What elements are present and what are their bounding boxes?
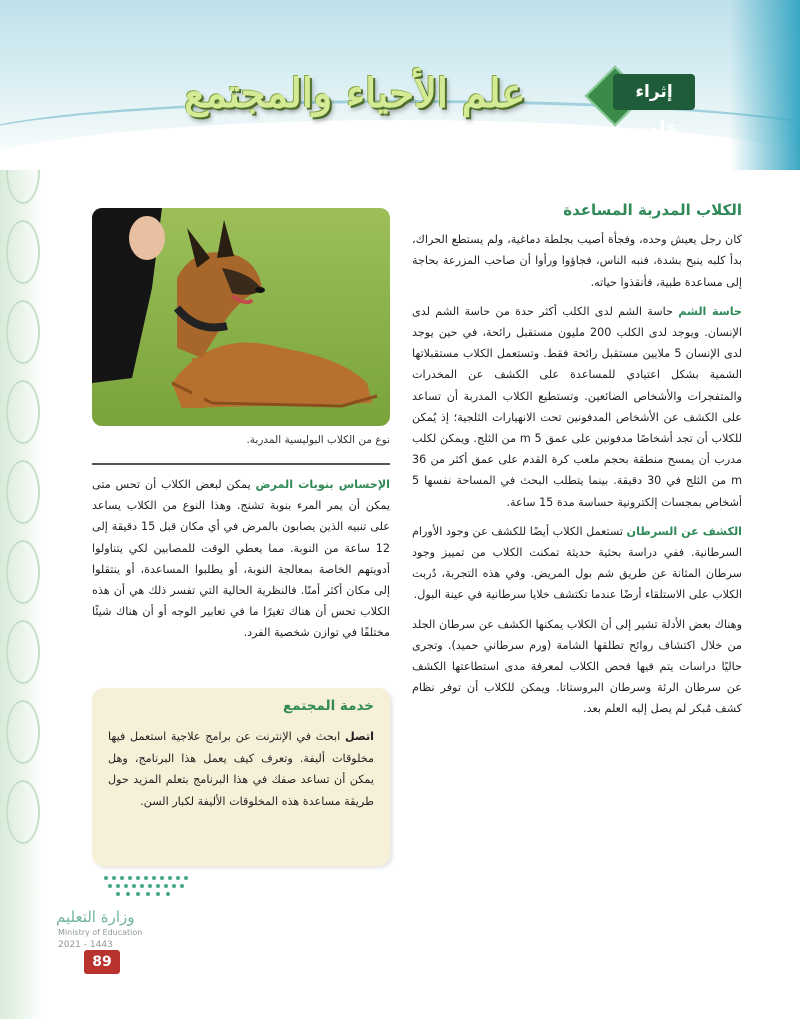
intro-paragraph: كان رجل يعيش وحده، وفجأة أصيب بجلطة دماغية، ولم يستطع الحراك، بدأ كلبه ينبح بشدة، فنبه الناس، فجاؤوا ورأوا أن صاحب المزرعة بحاجة إلى مساعدة طبية، فأنقذوا حياته. [412, 233, 742, 289]
page-number: 89 [84, 950, 120, 974]
dna-ornament [6, 460, 40, 524]
dna-ornament [6, 220, 40, 284]
smell-text: حاسة الشم لدى الكلب أكثر حدة من حاسة الشم لدى الإنسان. ويوجد لدى الكلب 200 مليون مستقبل رائحة، في حين يوجد لدى الإنسان 5 ملايين مستقبل رائحة فقط. وتستعمل الكلاب مستقبلاتها الشمية بشكل اعتيادي للمساعدة على الكشف عن المخدرات والمتفجرات والأشخاص الضائعين. وتستطيع الكلاب المدربة أن تساعد على الكشف عن الأشخاص المدفونين تحت الانهيارات الثلجية؛ إذ يُمكن للكلاب أن تجد أشخاصًا مدفونين على عمق 5 m من الثلج. ويمكن لكلب مدرب أن يمسح منطقة بحجم ملعب كرة القدم على عمق أكثر من 36 m من الثلج في 30 دقيقة. بينما يتطلب البحث في المساحة نفسها 5 أشخاص بمجسات إلكترونية حساسة مدة 15 ساعة. [412, 304, 743, 509]
community-service-box [92, 688, 390, 866]
section-title: الكلاب المدربة المساعدة [563, 201, 742, 219]
ministry-name-ar: وزارة التعليم [56, 908, 135, 926]
disease-text: يمكن لبعض الكلاب أن تحس متى يمكن أن يمر المرء بنوبة تشنج. وهذا النوع من الكلاب يساعد على تنبيه الذين يصابون بالمرض في أي مكان قبل 15 دقيقة إلى 12 ساعة من النوبة. مما يعطي الوقت للمصابين لكي يتناولوا أدويتهم الخاصة بمعالجة النوبة، أو يطلبوا المساعدة، أو ينتقلوا إلى مكان أكثر أمنًا. فالنظرية الحالية التي تفسر ذلك هي أن هذه الكلاب تحس أن هناك تغيرًا ما في تعابير الوجه أو أن هناك شيئًا مختلفًا في توازن شخصية الفرد. [92, 478, 390, 640]
service-title: خدمة المجتمع [282, 698, 374, 714]
enrichment-badge [585, 66, 695, 138]
service-lead: اتصل [344, 730, 375, 743]
cancer-text: تستعمل الكلاب أيضًا للكشف عن وجود الأورام السرطانية. ففي دراسة بحثية حديثة تمكنت الكلاب من تمييز وجود سرطان المثانة عن طريق شم بول المريض. وفي هذه التجربة، دُربت الكلاب على الاستلقاء أرضًا عندما تكتشف خلايا سرطانية في عينة البول. [412, 524, 742, 602]
dna-ornament [6, 300, 40, 364]
cancer-paragraph [412, 521, 742, 606]
disease-keyword: الإحساس بنوبات المرض [255, 478, 390, 491]
section-divider [92, 463, 390, 465]
evidence-paragraph: وهناك بعض الأدلة تشير إلى أن الكلاب يمكنها الكشف عن سرطان الجلد من خلال اكتشاف روائح تطلقها الشامة (ورم سرطاني حميد). وتجرى حاليًا دراسات يتم فيها فحص الكلاب لمعرفة مدى استطاعتها الكشف عن سرطان الرئة وسرطان البروستاتا. ويمكن للكلاب أن توفر نظام كشف مُبكر لم يصل إليه العلم بعد. [412, 617, 742, 716]
smell-paragraph [412, 301, 742, 513]
smell-keyword: حاسة الشم [678, 304, 742, 318]
photo-caption: نوع من الكلاب البوليسية المدربة. [246, 434, 390, 446]
dna-ornament [6, 620, 40, 684]
dna-ornament [6, 780, 40, 844]
page-title: علم الأحياء والمجتمع [184, 70, 526, 117]
badge-label: إثراء علمي [613, 74, 695, 110]
cancer-keyword: الكشف عن السرطان [626, 524, 742, 538]
dog-illustration [92, 208, 390, 426]
header-accent-band [730, 0, 800, 170]
dna-ornament [6, 540, 40, 604]
main-article [412, 200, 742, 728]
dna-ornament [6, 380, 40, 444]
service-text: ابحث في الإنترنت عن برامج علاجية استعمل فيها مخلوقات أليفة. وتعرف كيف يعمل هذا البرنامج، وهل يمكن أن تساعد صفك في هذا البرنامج بتعلم المزيد حول طريقة مساعدة هذه المخلوقات الأليفة لكبار السن. [108, 730, 374, 808]
side-article [92, 474, 390, 644]
ministry-logo-icon [98, 870, 198, 900]
ministry-name-en: Ministry of Education [58, 928, 143, 937]
dog-photo [92, 208, 390, 426]
service-body [108, 726, 374, 812]
edition-year: 2021 - 1443 [58, 940, 113, 950]
dna-ornament [6, 700, 40, 764]
